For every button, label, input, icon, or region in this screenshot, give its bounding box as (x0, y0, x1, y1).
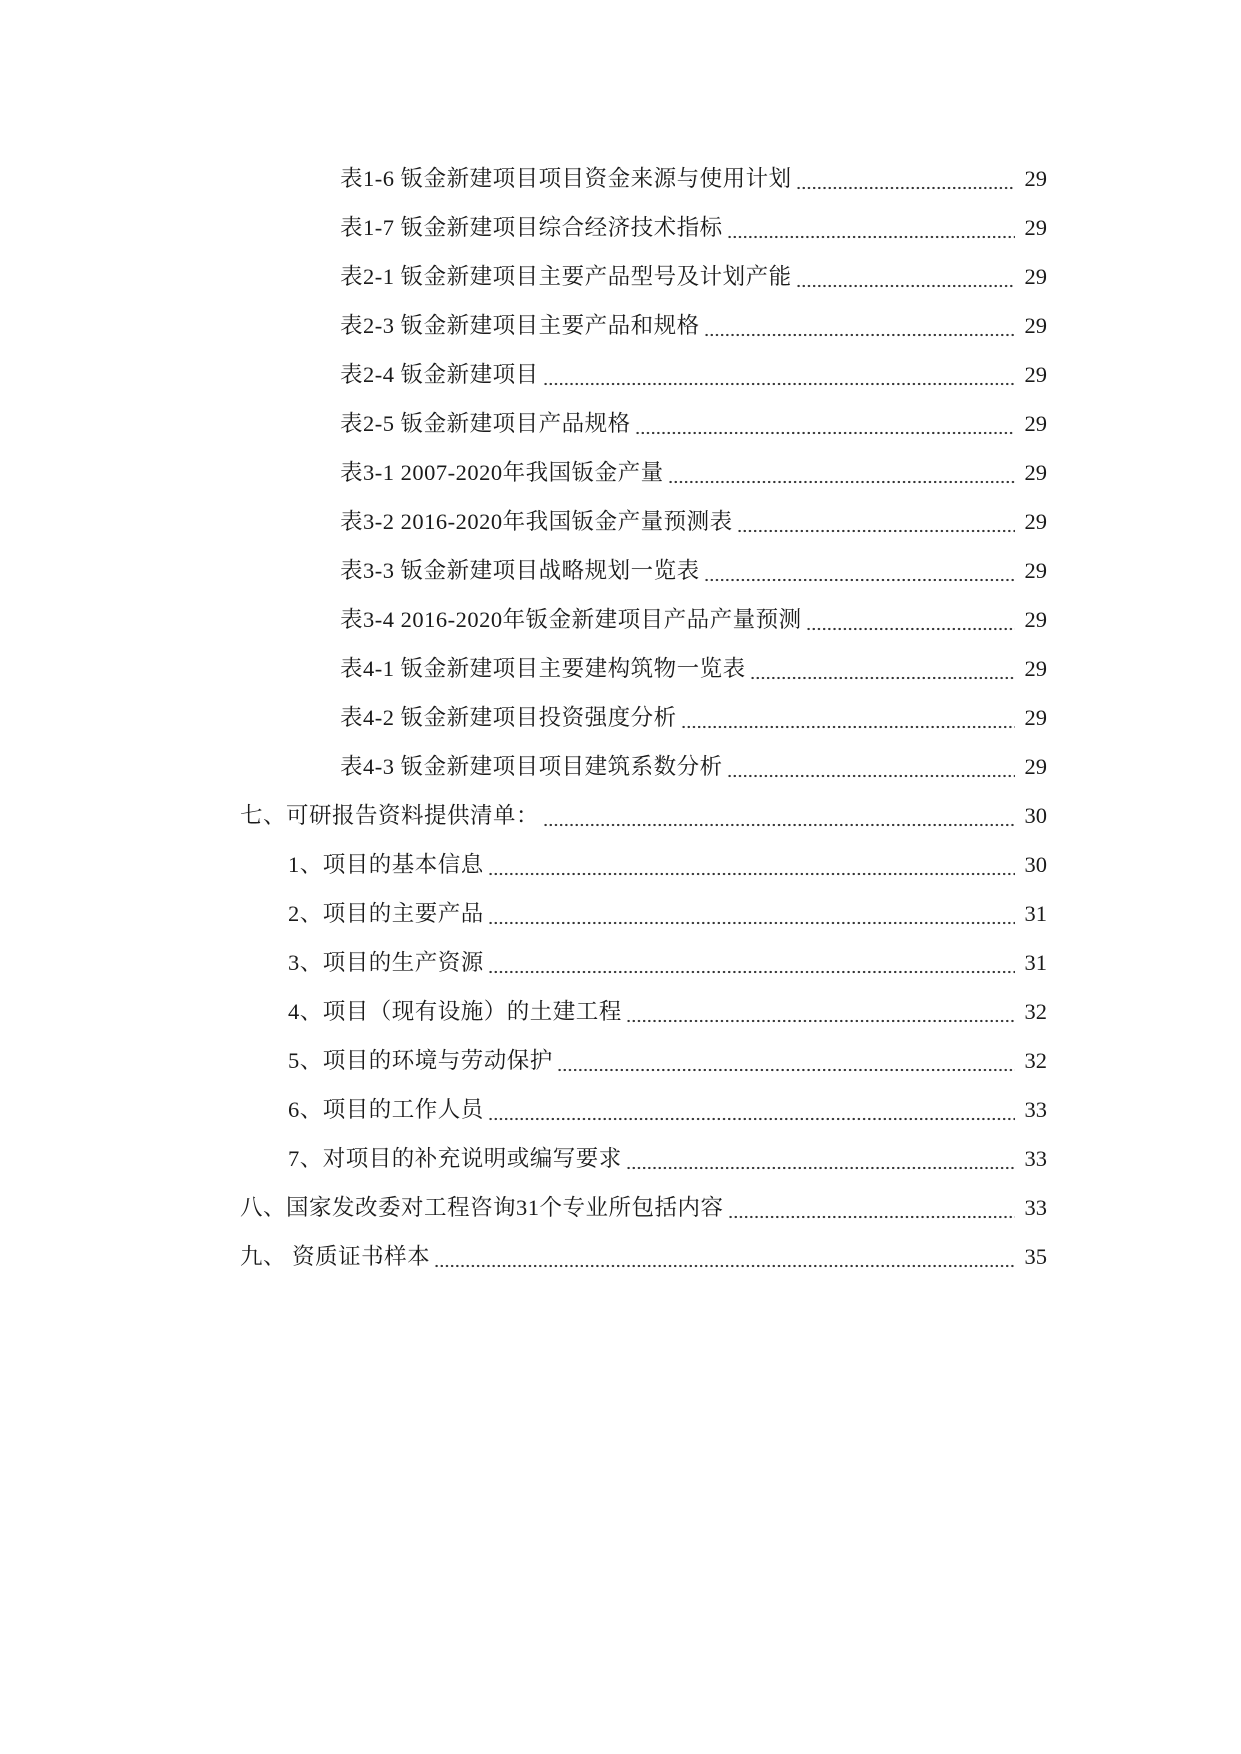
toc-dot-leader (728, 1193, 1015, 1223)
toc-dot-leader (557, 1046, 1015, 1076)
toc-dot-leader (737, 507, 1015, 537)
toc-entry-title: 八、国家发改委对工程咨询31个专业所包括内容 (240, 1194, 724, 1220)
toc-page-number: 29 (1024, 361, 1047, 387)
toc-entry[interactable] (0, 350, 1241, 399)
table-of-contents (0, 154, 1241, 1281)
toc-page-number: 33 (1024, 1145, 1047, 1171)
toc-page-number: 29 (1024, 606, 1047, 632)
toc-entry-title: 2、项目的主要产品 (288, 900, 484, 926)
toc-page-number: 32 (1024, 1047, 1047, 1073)
toc-dot-leader (681, 703, 1015, 733)
toc-entry[interactable] (0, 791, 1241, 840)
toc-entry-title: 7、对项目的补充说明或编写要求 (288, 1145, 622, 1171)
toc-entry-title: 6、项目的工作人员 (288, 1096, 484, 1122)
toc-dot-leader (704, 556, 1015, 586)
toc-page-number: 29 (1024, 312, 1047, 338)
toc-dot-leader (488, 899, 1015, 929)
toc-dot-leader (434, 1242, 1015, 1272)
toc-entry[interactable] (0, 693, 1241, 742)
toc-entry-title: 3、项目的生产资源 (288, 949, 484, 975)
toc-page-number: 29 (1024, 557, 1047, 583)
toc-entry[interactable] (0, 938, 1241, 987)
toc-dot-leader (543, 801, 1015, 831)
toc-entry[interactable] (0, 1036, 1241, 1085)
toc-entry-title: 表2-5 钣金新建项目产品规格 (340, 410, 631, 436)
toc-entry-title: 表1-7 钣金新建项目综合经济技术指标 (340, 214, 723, 240)
toc-page-number: 29 (1024, 410, 1047, 436)
toc-page-number: 33 (1024, 1096, 1047, 1122)
toc-dot-leader (543, 360, 1015, 390)
toc-entry[interactable] (0, 742, 1241, 791)
toc-page-number: 29 (1024, 214, 1047, 240)
toc-entry[interactable] (0, 497, 1241, 546)
toc-entry-title: 九、 资质证书样本 (240, 1243, 431, 1269)
toc-dot-leader (806, 605, 1015, 635)
toc-entry[interactable] (0, 448, 1241, 497)
toc-dot-leader (488, 1095, 1015, 1125)
toc-entry[interactable] (0, 987, 1241, 1036)
toc-page-number: 29 (1024, 753, 1047, 779)
toc-entry[interactable] (0, 399, 1241, 448)
toc-entry[interactable] (0, 1183, 1241, 1232)
toc-entry-title: 4、项目（现有设施）的土建工程 (288, 998, 622, 1024)
toc-dot-leader (750, 654, 1015, 684)
toc-page-number: 29 (1024, 459, 1047, 485)
toc-entry-title: 表1-6 钣金新建项目项目资金来源与使用计划 (340, 165, 792, 191)
toc-dot-leader (488, 850, 1015, 880)
toc-dot-leader (668, 458, 1015, 488)
toc-entry-title: 表2-4 钣金新建项目 (340, 361, 539, 387)
toc-dot-leader (796, 262, 1015, 292)
toc-page-number: 29 (1024, 704, 1047, 730)
toc-entry-title: 表2-3 钣金新建项目主要产品和规格 (340, 312, 700, 338)
toc-dot-leader (704, 311, 1015, 341)
toc-dot-leader (635, 409, 1015, 439)
toc-dot-leader (626, 997, 1015, 1027)
toc-entry-title: 表4-3 钣金新建项目项目建筑系数分析 (340, 753, 723, 779)
toc-entry-title: 5、项目的环境与劳动保护 (288, 1047, 553, 1073)
toc-entry[interactable] (0, 301, 1241, 350)
toc-entry[interactable] (0, 595, 1241, 644)
toc-dot-leader (488, 948, 1015, 978)
toc-entry-title: 表4-1 钣金新建项目主要建构筑物一览表 (340, 655, 746, 681)
toc-page-number: 29 (1024, 263, 1047, 289)
toc-entry[interactable] (0, 1232, 1241, 1281)
toc-page-number: 31 (1024, 949, 1047, 975)
toc-page-number: 29 (1024, 508, 1047, 534)
toc-entry[interactable] (0, 889, 1241, 938)
toc-dot-leader (727, 213, 1015, 243)
toc-entry-title: 表4-2 钣金新建项目投资强度分析 (340, 704, 677, 730)
toc-dot-leader (796, 164, 1015, 194)
toc-page-number: 29 (1024, 165, 1047, 191)
toc-page-number: 30 (1024, 851, 1047, 877)
toc-page-number: 30 (1024, 802, 1047, 828)
toc-entry[interactable] (0, 840, 1241, 889)
toc-entry-title: 表3-3 钣金新建项目战略规划一览表 (340, 557, 700, 583)
toc-page-number: 32 (1024, 998, 1047, 1024)
toc-entry[interactable] (0, 252, 1241, 301)
toc-page-number: 29 (1024, 655, 1047, 681)
toc-entry[interactable] (0, 644, 1241, 693)
toc-page-number: 31 (1024, 900, 1047, 926)
toc-entry[interactable] (0, 1134, 1241, 1183)
toc-entry[interactable] (0, 203, 1241, 252)
toc-entry-title: 表3-1 2007-2020年我国钣金产量 (340, 459, 664, 485)
toc-entry-title: 1、项目的基本信息 (288, 851, 484, 877)
toc-entry-title: 表3-4 2016-2020年钣金新建项目产品产量预测 (340, 606, 802, 632)
toc-entry-title: 表3-2 2016-2020年我国钣金产量预测表 (340, 508, 733, 534)
toc-page-number: 35 (1024, 1243, 1047, 1269)
toc-page-number: 33 (1024, 1194, 1047, 1220)
toc-entry-title: 表2-1 钣金新建项目主要产品型号及计划产能 (340, 263, 792, 289)
toc-entry[interactable] (0, 1085, 1241, 1134)
toc-entry[interactable] (0, 546, 1241, 595)
toc-entry-title: 七、可研报告资料提供清单： (240, 802, 540, 828)
toc-dot-leader (626, 1144, 1015, 1174)
toc-dot-leader (727, 752, 1015, 782)
toc-entry[interactable] (0, 154, 1241, 203)
